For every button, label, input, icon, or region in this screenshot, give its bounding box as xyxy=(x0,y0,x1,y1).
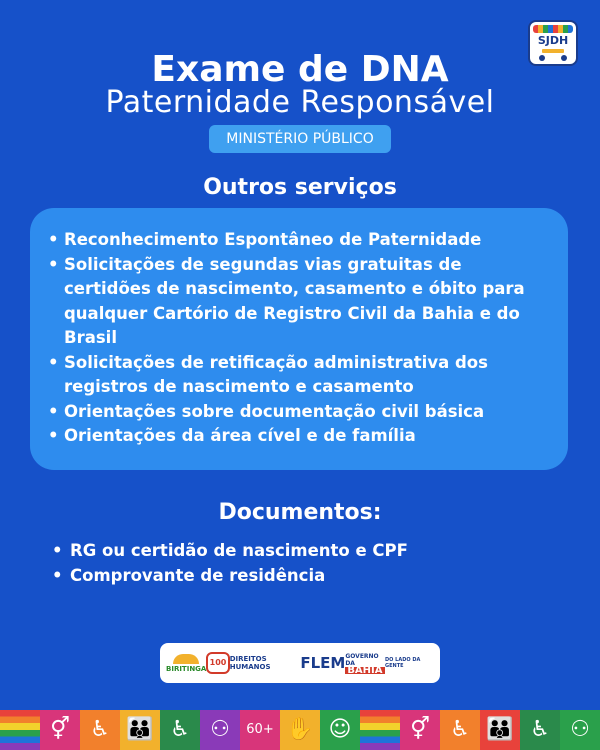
gender-icon: ⚥ xyxy=(40,710,80,750)
document-item: • RG ou certidão de nascimento e CPF xyxy=(52,538,572,563)
children-icon: ⚇ xyxy=(560,710,600,750)
hands-icon: ✋ xyxy=(280,710,320,750)
governo-label: GOVERNO DA xyxy=(345,652,379,667)
sponsor-bar xyxy=(160,643,440,683)
family-icon: 👪 xyxy=(120,710,160,750)
sjdh-logo-text: SJDH xyxy=(537,34,569,47)
service-item: • Orientações da área cível e de família xyxy=(48,424,548,449)
services-list xyxy=(48,228,548,449)
ministerio-badge: MINISTÉRIO PÚBLICO xyxy=(209,125,391,153)
page-title: Exame de DNA xyxy=(151,49,449,90)
service-item: • Solicitações de segundas vias gratuitas de certidões de nascimento, casamento e óbito para qualquer Cartório de Registro Civil da Bahia e do Brasil xyxy=(48,253,548,351)
services-panel xyxy=(30,208,568,470)
documents-title: Documentos: xyxy=(218,500,382,525)
governo-bahia-logo xyxy=(345,653,385,674)
elderly-icon: ♿ xyxy=(440,710,480,750)
disque-100-logo: 100 xyxy=(206,652,229,674)
pride-flag-icon xyxy=(360,710,400,750)
document-item: • Comprovante de residência xyxy=(52,563,572,588)
bahia-label: BAHIA xyxy=(345,667,385,674)
accessibility-icon: ♿ xyxy=(520,710,560,750)
people-circle-icon: ☺ xyxy=(320,710,360,750)
biritinga-label: BIRITINGA xyxy=(166,664,207,673)
service-item: • Orientações sobre documentação civil básica xyxy=(48,400,548,425)
elderly-icon: ♿ xyxy=(80,710,120,750)
services-title: Outros serviços xyxy=(203,175,397,200)
page-subtitle: Paternidade Responsável xyxy=(105,85,495,120)
sixty-plus-icon: 60+ xyxy=(240,710,280,750)
family-icon: 👪 xyxy=(480,710,520,750)
service-item: • Solicitações de retificação administrativa dos registros de nascimento e casamento xyxy=(48,351,548,400)
direitos-humanos-logo: DIREITOS HUMANOS xyxy=(229,655,271,671)
pride-flag-icon xyxy=(0,710,40,750)
icon-strip xyxy=(0,710,600,750)
documents-list xyxy=(52,538,572,588)
children-icon: ⚇ xyxy=(200,710,240,750)
accessibility-icon: ♿ xyxy=(160,710,200,750)
bus-roof-stripes xyxy=(533,25,573,33)
biritinga-logo xyxy=(166,654,206,673)
sun-icon xyxy=(173,654,199,664)
service-item: • Reconhecimento Espontâneo de Paternidade xyxy=(48,228,548,253)
flem-logo: FLEM xyxy=(300,654,346,672)
lado-da-gente-label: DO LADO DA GENTE xyxy=(385,657,421,669)
gender-icon: ⚥ xyxy=(400,710,440,750)
